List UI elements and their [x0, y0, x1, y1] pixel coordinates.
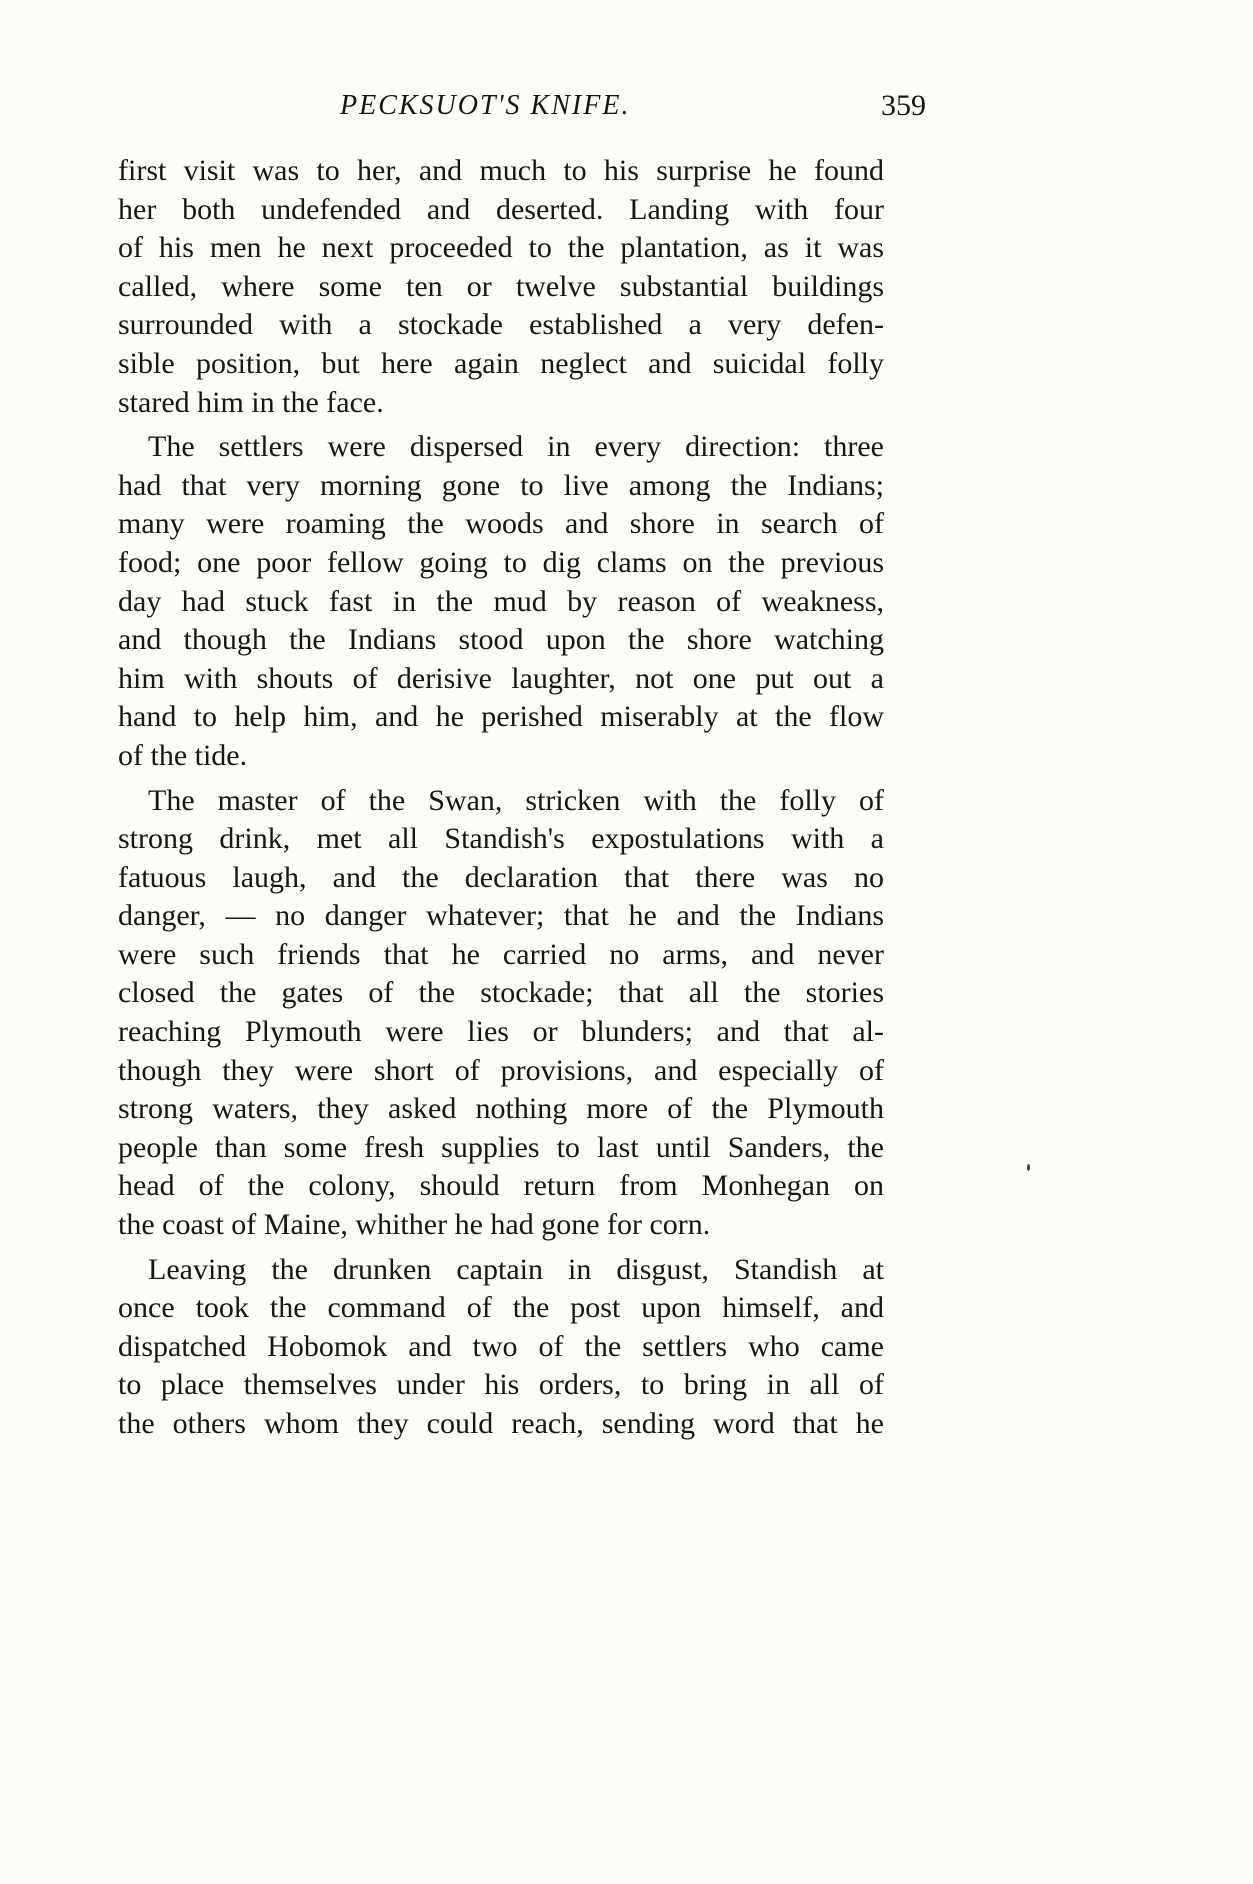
- page-number: 359: [881, 89, 926, 122]
- text-line: The settlers were dispersed in every direction: three: [148, 430, 884, 464]
- text-line: head of the colony, should return from Monhegan on: [118, 1169, 884, 1203]
- paragraph-1: [118, 152, 884, 422]
- text-line: many were roaming the woods and shore in search of: [118, 507, 884, 541]
- text-line: once took the command of the post upon himself, and: [118, 1291, 884, 1325]
- text-line: were such friends that he carried no arms, and never: [118, 937, 884, 971]
- text-line: the others whom they could reach, sending word that he: [118, 1407, 884, 1440]
- text-line: reaching Plymouth were lies or blunders; and that al-: [118, 1015, 884, 1049]
- text-line: stared him in the face.: [118, 385, 384, 419]
- text-line: to place themselves under his orders, to bring in all of: [118, 1368, 884, 1402]
- text-line: the coast of Maine, whither he had gone for corn.: [118, 1208, 711, 1242]
- text-line: first visit was to her, and much to his surprise he found: [118, 154, 884, 187]
- paragraph-4: [118, 1251, 884, 1444]
- text-line: strong drink, met all Standish's expostulations with a: [118, 822, 884, 856]
- paragraph-3: [118, 782, 884, 1245]
- text-line: hand to help him, and he perished miserably at the flow: [118, 700, 884, 734]
- text-line: people than some fresh supplies to last until Sanders, the: [118, 1130, 884, 1164]
- text-line: sible position, but here again neglect and suicidal folly: [118, 346, 884, 380]
- text-line: dispatched Hobomok and two of the settlers who came: [118, 1329, 884, 1363]
- text-line: of his men he next proceeded to the plantation, as it was: [118, 231, 884, 265]
- paragraph-2: [118, 428, 884, 775]
- text-line: and though the Indians stood upon the shore watching: [118, 623, 884, 657]
- text-line: strong waters, they asked nothing more of the Plymouth: [118, 1092, 884, 1126]
- text-line: though they were short of provisions, and especially of: [118, 1053, 884, 1087]
- text-line: him with shouts of derisive laughter, not one put out a: [118, 661, 884, 695]
- text-line: Leaving the drunken captain in disgust, Standish at: [148, 1252, 884, 1286]
- text-line: danger, — no danger whatever; that he and the Indians: [118, 899, 884, 933]
- body-text: [118, 152, 884, 1450]
- text-line: called, where some ten or twelve substantial buildings: [118, 269, 884, 303]
- text-line: food; one poor fellow going to dig clams on the previous: [118, 545, 884, 579]
- stray-ink-mark: [1027, 1164, 1030, 1171]
- text-line: The master of the Swan, stricken with the folly of: [148, 783, 884, 817]
- text-line: her both undefended and deserted. Landing with four: [118, 192, 884, 226]
- text-line: surrounded with a stockade established a very defen-: [118, 308, 884, 342]
- text-line: day had stuck fast in the mud by reason of weakness,: [118, 584, 884, 618]
- text-line: had that very morning gone to live among the Indians;: [118, 468, 884, 502]
- running-title: PECKSUOT'S KNIFE.: [340, 90, 631, 121]
- text-line: of the tide.: [118, 738, 248, 772]
- text-line: closed the gates of the stockade; that all the stories: [118, 976, 884, 1010]
- text-line: fatuous laugh, and the declaration that there was no: [118, 860, 884, 894]
- running-head: [340, 86, 926, 126]
